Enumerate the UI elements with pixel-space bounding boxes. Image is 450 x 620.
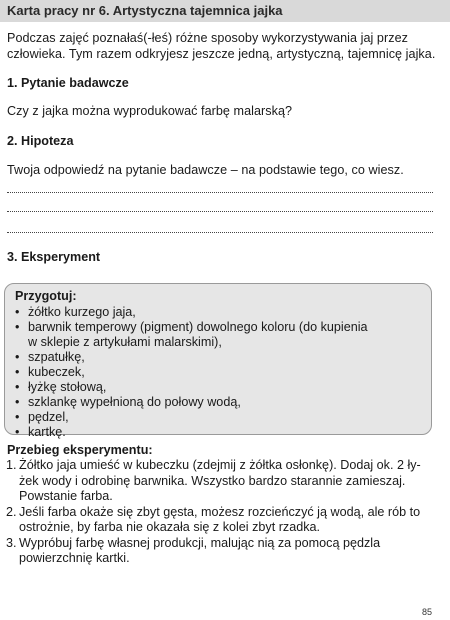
worksheet-title: Karta pracy nr 6. Artystyczna tajemnica jajka	[7, 3, 283, 18]
procedure-step: 2. Jeśli farba okaże się zbyt gęsta, możesz rozcieńczyć ją wodą, ale rób to ostrożnie, by farba nie okazała się z kolei zbyt rzadka.	[6, 504, 421, 534]
procedure-step: 1. Żółtko jaja umieść w kubeczku (zdejmij z żółtka osłonkę). Dodaj ok. 2 ły- żek wody i odrobinę barwnika. Wszystko bardzo starannie zamieszaj. Powstanie farba.	[6, 458, 421, 503]
answer-line	[7, 211, 433, 212]
section-heading-hypothesis: 2. Hipoteza	[7, 134, 74, 148]
answer-line	[7, 192, 433, 193]
list-item: • szklankę wypełnioną do połowy wodą,	[15, 395, 241, 409]
list-item: • łyżkę stołową,	[15, 380, 107, 394]
procedure-step: 3. Wypróbuj farbę własnej produkcji, malując nią za pomocą pędzla powierzchnię kartki.	[6, 535, 381, 565]
page-number: 85	[421, 607, 432, 617]
research-question-text: Czy z jajka można wyprodukować farbę malarską?	[7, 104, 293, 118]
materials-list	[14, 305, 368, 440]
procedure-title: Przebieg eksperymentu:	[7, 443, 153, 457]
hypothesis-instruction: Twoja odpowiedź na pytanie badawcze – na podstawie tego, co wiesz.	[7, 163, 404, 177]
list-item: • szpatułkę,	[15, 350, 85, 364]
list-item-continuation: w sklepie z artykułami malarskimi),	[28, 335, 222, 349]
section-heading-experiment: 3. Eksperyment	[7, 250, 101, 264]
list-item: • kubeczek,	[15, 365, 85, 379]
list-item: • barwnik temperowy (pigment) dowolnego koloru (do kupienia w sklepie z artykułami malarskimi),	[15, 320, 368, 349]
intro-line: człowieka. Tym razem odkryjesz jeszcze jedną, artystyczną, tajemnicę jajka.	[7, 47, 436, 61]
intro-paragraph	[7, 30, 435, 62]
answer-line	[7, 232, 433, 233]
materials-title: Przygotuj:	[15, 289, 77, 303]
intro-line: Podczas zajęć poznałaś(-łeś) różne sposoby wykorzystywania jaj przez	[7, 31, 408, 45]
list-item: • żółtko kurzego jaja,	[15, 305, 136, 319]
list-item: • pędzel,	[15, 410, 69, 424]
materials-box	[4, 283, 432, 439]
worksheet-header-bar	[0, 0, 450, 22]
list-item: • kartkę.	[15, 425, 66, 439]
procedure-steps	[6, 458, 421, 567]
section-heading-research-question: 1. Pytanie badawcze	[7, 76, 129, 90]
